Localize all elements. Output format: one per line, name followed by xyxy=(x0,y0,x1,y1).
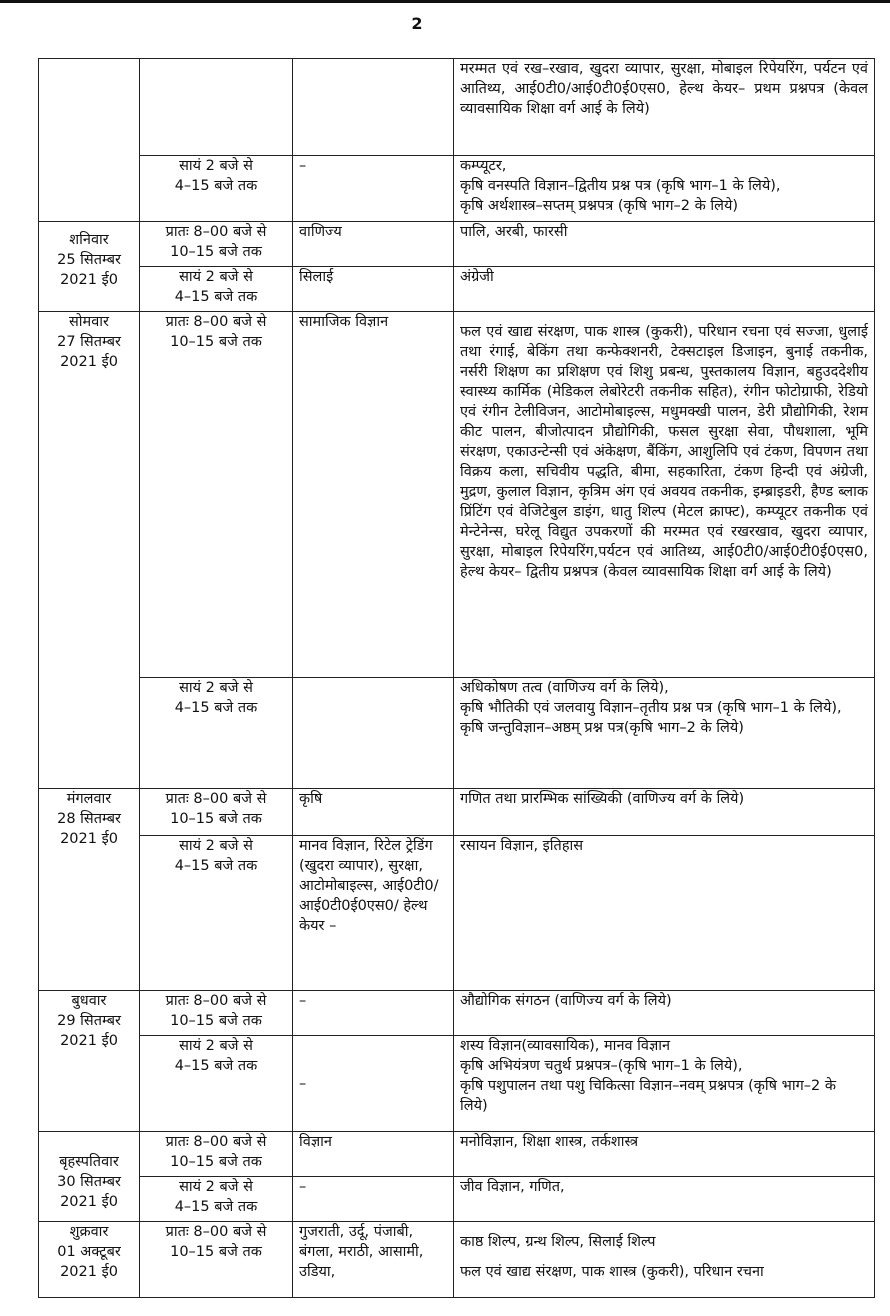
general-subject-cell: रसायन विज्ञान, इतिहास xyxy=(454,836,875,991)
time-cell: प्रातः 8–00 बजे से 10–15 बजे तक xyxy=(140,789,293,836)
time-cell: सायं 2 बजे से 4–15 बजे तक xyxy=(140,836,293,991)
time-cell: सायं 2 बजे से 4–15 बजे तक xyxy=(140,156,293,222)
day-cell: बुधवार 29 सितम्बर 2021 ई0 xyxy=(39,991,140,1132)
vocational-subject-cell: विज्ञान xyxy=(293,1132,454,1177)
page-number: 2 xyxy=(411,14,423,33)
day-cell: मंगलवार 28 सितम्बर 2021 ई0 xyxy=(39,789,140,991)
time-cell: प्रातः 8–00 बजे से 10–15 बजे तक xyxy=(140,1132,293,1177)
day-cell: शनिवार 25 सितम्बर 2021 ई0 xyxy=(39,222,140,312)
time-cell: सायं 2 बजे से 4–15 बजे तक xyxy=(140,1036,293,1132)
time-cell: सायं 2 बजे से 4–15 बजे तक xyxy=(140,267,293,312)
time-cell xyxy=(140,59,293,156)
table-row xyxy=(39,1222,875,1298)
vocational-subject-cell: – xyxy=(293,991,454,1036)
time-cell: प्रातः 8–00 बजे से 10–15 बजे तक xyxy=(140,991,293,1036)
time-cell: प्रातः 8–00 बजे से 10–15 बजे तक xyxy=(140,222,293,267)
table-row xyxy=(39,222,875,267)
general-subject-cell: मनोविज्ञान, शिक्षा शास्त्र, तर्कशास्त्र xyxy=(454,1132,875,1177)
day-cell: शुक्रवार 01 अक्टूबर 2021 ई0 xyxy=(39,1222,140,1298)
vocational-subject-cell: वाणिज्य xyxy=(293,222,454,267)
day-cell xyxy=(39,59,140,222)
vocational-subject-cell: मानव विज्ञान, रिटेल ट्रेडिंग (खुदरा व्यापार), सुरक्षा, आटोमोबाइल्स, आई0टी0/ आई0टी0ई0एस0/ हेल्थ केयर – xyxy=(293,836,454,991)
general-subject-cell: फल एवं खाद्य संरक्षण, पाक शास्त्र (कुकरी), परिधान रचना एवं सज्जा, धुलाई तथा रंगाई, बेकिंग तथा कन्फेक्शनरी, टेक्सटाइल डिजाइन, बुनाई तकनीक, नर्सरी शिक्षण का प्रशिक्षण एवं शिशु प्रबन्ध, पुस्तकालय विज्ञान, बहुउददेशीय स्वास्थ्य कार्मिक (मेडिकल लेबोरेटरी तकनीक सहित), रंगीन फोटोग्राफी, रेडियो एवं रंगीन टेलीविजन, आटोमोबाइल्स, मधुमक्खी पालन, डेरी प्रौद्योगिकी, रेशम कीट पालन, बीजोत्पादन प्रौद्योगिकी, फसल सुरक्षा सेवा, पौधशाला, भूमि संरक्षण, एकाउन्टेन्सी एवं अंकेक्षण, बैंकिंग, आशुलिपि एवं टंकण, विपणन तथा विक्रय कला, सचिवीय पद्धति, बीमा, सहकारिता, टंकण हिन्दी एवं अंग्रेजी, मुद्रण, कुलाल विज्ञान, कृत्रिम अंग एवं अवयव तकनीक, इम्ब्राइडरी, हैण्ड ब्लाक प्रिंटिंग एवं वेजिटेबुल डाइंग, धातु शिल्प (मेटल क्राफ्ट), कम्प्यूटर तकनीक एवं मेन्टेनेन्स, घरेलू विद्युत उपकरणों की मरम्मत एवं रखरखाव, खुदरा व्यापार, सुरक्षा, मोबाइल रिपेयरिंग,पर्यटन एवं आतिथ्य, आई0टी0/आई0टी0ई0एस0, हेल्थ केयर– द्वितीय प्रश्नपत्र (केवल व्यावसायिक शिक्षा वर्ग आई के लिये) xyxy=(454,312,875,678)
general-subject-cell: जीव विज्ञान, गणित, xyxy=(454,1177,875,1222)
vocational-subject-cell: कृषि xyxy=(293,789,454,836)
general-subject-cell: गणित तथा प्रारम्भिक सांख्यिकी (वाणिज्य वर्ग के लिये) xyxy=(454,789,875,836)
general-subject-cell: शस्य विज्ञान(व्यावसायिक), मानव विज्ञान कृषि अभियंत्रण चतुर्थ प्रश्नपत्र–(कृषि भाग–1 के लिये), कृषि पशुपालन तथा पशु चिकित्सा विज्ञान–नवम् प्रश्नपत्र (कृषि भाग–2 के लिये) xyxy=(454,1036,875,1132)
day-cell: बृहस्पतिवार 30 सितम्बर 2021 ई0 xyxy=(39,1132,140,1222)
vocational-subject-cell xyxy=(293,678,454,789)
exam-schedule-table xyxy=(38,58,875,1298)
top-border xyxy=(0,0,890,3)
table-row xyxy=(39,1036,875,1132)
table-row xyxy=(39,312,875,678)
table-row xyxy=(39,1177,875,1222)
general-subject-cell: अधिकोषण तत्व (वाणिज्य वर्ग के लिये), कृषि भौतिकी एवं जलवायु विज्ञान–तृतीय प्रश्न पत्र (कृषि भाग–1 के लिये), कृषि जन्तुविज्ञान–अष्ठम् प्रश्न पत्र(कृषि भाग–2 के लिये) xyxy=(454,678,875,789)
general-subject-cell: काष्ठ शिल्प, ग्रन्थ शिल्प, सिलाई शिल्प फल एवं खाद्य संरक्षण, पाक शास्त्र (कुकरी), परिधान रचना xyxy=(454,1222,875,1298)
table-row xyxy=(39,156,875,222)
general-subject-cell: पालि, अरबी, फारसी xyxy=(454,222,875,267)
time-cell: सायं 2 बजे से 4–15 बजे तक xyxy=(140,678,293,789)
general-subject-cell: औद्योगिक संगठन (वाणिज्य वर्ग के लिये) xyxy=(454,991,875,1036)
time-cell: प्रातः 8–00 बजे से 10–15 बजे तक xyxy=(140,1222,293,1298)
time-cell: प्रातः 8–00 बजे से 10–15 बजे तक xyxy=(140,312,293,678)
table-row xyxy=(39,59,875,156)
table-row xyxy=(39,836,875,991)
table-row xyxy=(39,1132,875,1177)
time-cell: सायं 2 बजे से 4–15 बजे तक xyxy=(140,1177,293,1222)
vocational-subject-cell: गुजराती, उर्दू, पंजाबी, बंगला, मराठी, आसामी, उडिया, xyxy=(293,1222,454,1298)
vocational-subject-cell xyxy=(293,59,454,156)
general-subject-cell: कम्प्यूटर, कृषि वनस्पति विज्ञान–द्वितीय प्रश्न पत्र (कृषि भाग–1 के लिये), कृषि अर्थशास्त्र–सप्तम् प्रश्नपत्र (कृषि भाग–2 के लिये) xyxy=(454,156,875,222)
table-row xyxy=(39,678,875,789)
vocational-subject-cell: – xyxy=(293,1036,454,1132)
vocational-subject-cell: सिलाई xyxy=(293,267,454,312)
general-subject-cell: मरम्मत एवं रख–रखाव, खुदरा व्यापार, सुरक्षा, मोबाइल रिपेयरिंग, पर्यटन एवं आतिथ्य, आई0टी0/आई0टी0ई0एस0, हेल्थ केयर– प्रथम प्रश्नपत्र (केवल व्यावसायिक शिक्षा वर्ग आई के लिये) xyxy=(454,59,875,156)
table-row xyxy=(39,789,875,836)
day-cell: सोमवार 27 सितम्बर 2021 ई0 xyxy=(39,312,140,789)
general-subject-cell: अंग्रेजी xyxy=(454,267,875,312)
table-row xyxy=(39,991,875,1036)
vocational-subject-cell: सामाजिक विज्ञान xyxy=(293,312,454,678)
vocational-subject-cell: – xyxy=(293,156,454,222)
vocational-subject-cell: – xyxy=(293,1177,454,1222)
table-row xyxy=(39,267,875,312)
